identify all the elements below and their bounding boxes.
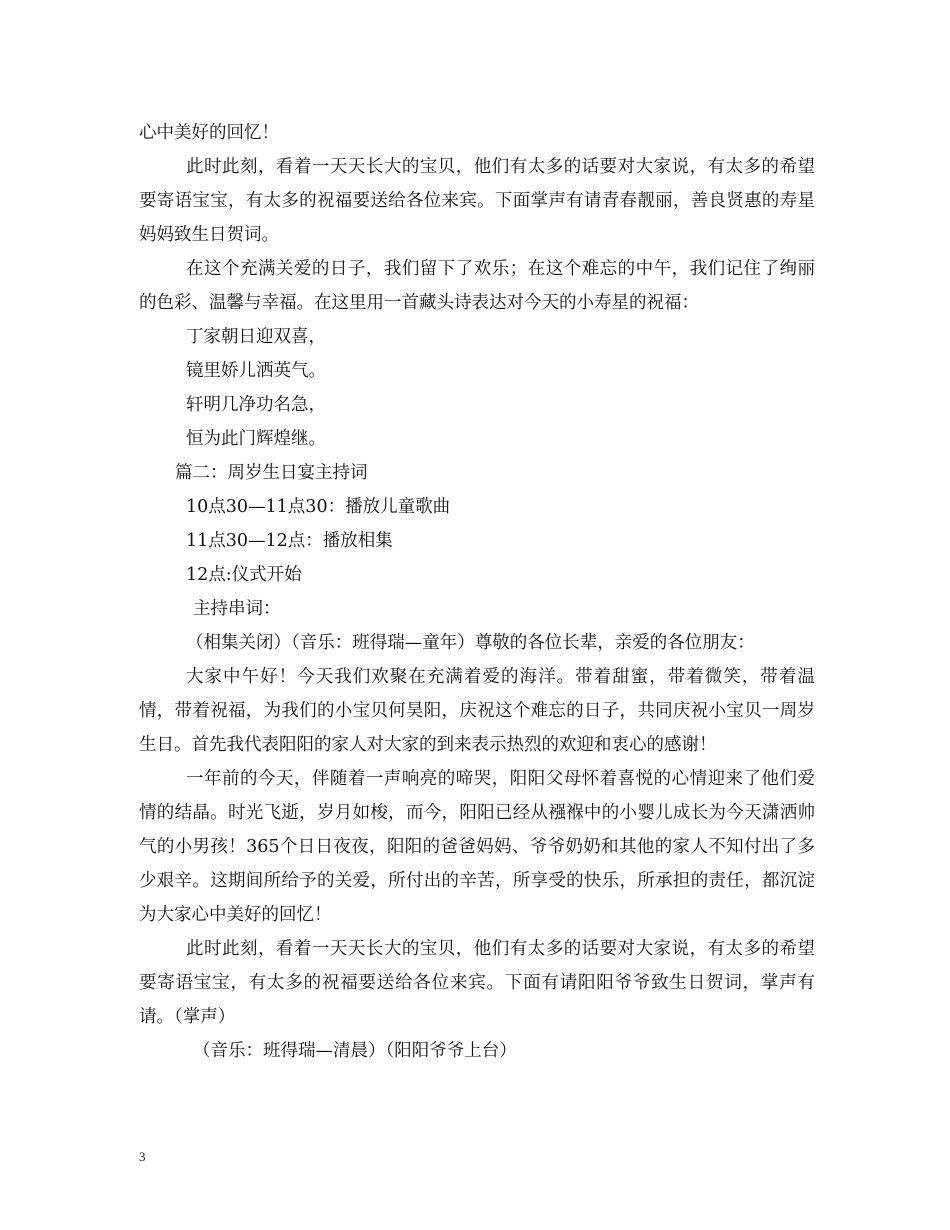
- paragraph-opening-cue: （相集关闭）（音乐：班得瑞—童年）尊敬的各位长辈，亲爱的各位朋友：: [186, 633, 755, 653]
- page-body: [139, 116, 815, 1068]
- page-number: 3: [139, 1149, 146, 1164]
- poem-line-4: 恒为此门辉煌继。: [186, 429, 326, 449]
- paragraph-greeting: 大家中午好！今天我们欢聚在充满着爱的海洋。带着甜蜜，带着微笑，带着温情，带着祝福，为我们的小宝贝何昊阳，庆祝这个难忘的日子，共同庆祝小宝贝一周岁生日。首先我代表阳阳的家人对大家的到来表示热烈的欢迎和衷心的感谢！: [139, 667, 815, 755]
- schedule-item-1: 10点30—11点30：播放儿童歌曲: [186, 497, 451, 517]
- schedule-item-2: 11点30—12点：播放相集: [186, 531, 393, 551]
- paragraph-mother-speech: 此时此刻，看着一天天长大的宝贝，他们有太多的话要对大家说，有太多的希望要寄语宝宝，有太多的祝福要送给各位来宾。下面掌声有请青春靓丽，善良贤惠的寿星妈妈致生日贺词。: [139, 157, 815, 245]
- poem-line-1: 丁家朝日迎双喜，: [186, 327, 326, 347]
- section-heading: 篇二：周岁生日宴主持词: [175, 463, 368, 483]
- paragraph-grandfather-speech: 此时此刻，看着一天天长大的宝贝，他们有太多的话要对大家说，有太多的希望要寄语宝宝，有太多的祝福要送给各位来宾。下面有请阳阳爷爷致生日贺词，掌声有请。（掌声）: [139, 939, 815, 1027]
- paragraph-continuation: 心中美好的回忆！: [139, 123, 279, 143]
- paragraph-poem-intro: 在这个充满关爱的日子，我们留下了欢乐；在这个难忘的中午，我们记住了绚丽的色彩、温馨与幸福。在这里用一首藏头诗表达对今天的小寿星的祝福：: [139, 259, 815, 313]
- paragraph-music-cue: （音乐：班得瑞—清晨）（阳阳爷爷上台）: [193, 1041, 517, 1061]
- schedule-item-3: 12点:仪式开始: [186, 565, 302, 585]
- host-script-label: 主持串词：: [193, 599, 281, 619]
- paragraph-one-year-ago: 一年前的今天，伴随着一声响亮的啼哭，阳阳父母怀着喜悦的心情迎来了他们爱情的结晶。时光飞逝，岁月如梭，而今，阳阳已经从襁褓中的小婴儿成长为今天潇洒帅气的小男孩！365个日日夜夜，阳阳的爸爸妈妈、爷爷奶奶和其他的家人不知付出了多少艰辛。这期间所给予的关爱，所付出的辛苦，所享受的快乐，所承担的责任，都沉淀为大家心中美好的回忆！: [139, 769, 815, 925]
- poem-line-2: 镜里娇儿洒英气。: [186, 361, 326, 381]
- poem-line-3: 轩明几净功名急，: [186, 395, 326, 415]
